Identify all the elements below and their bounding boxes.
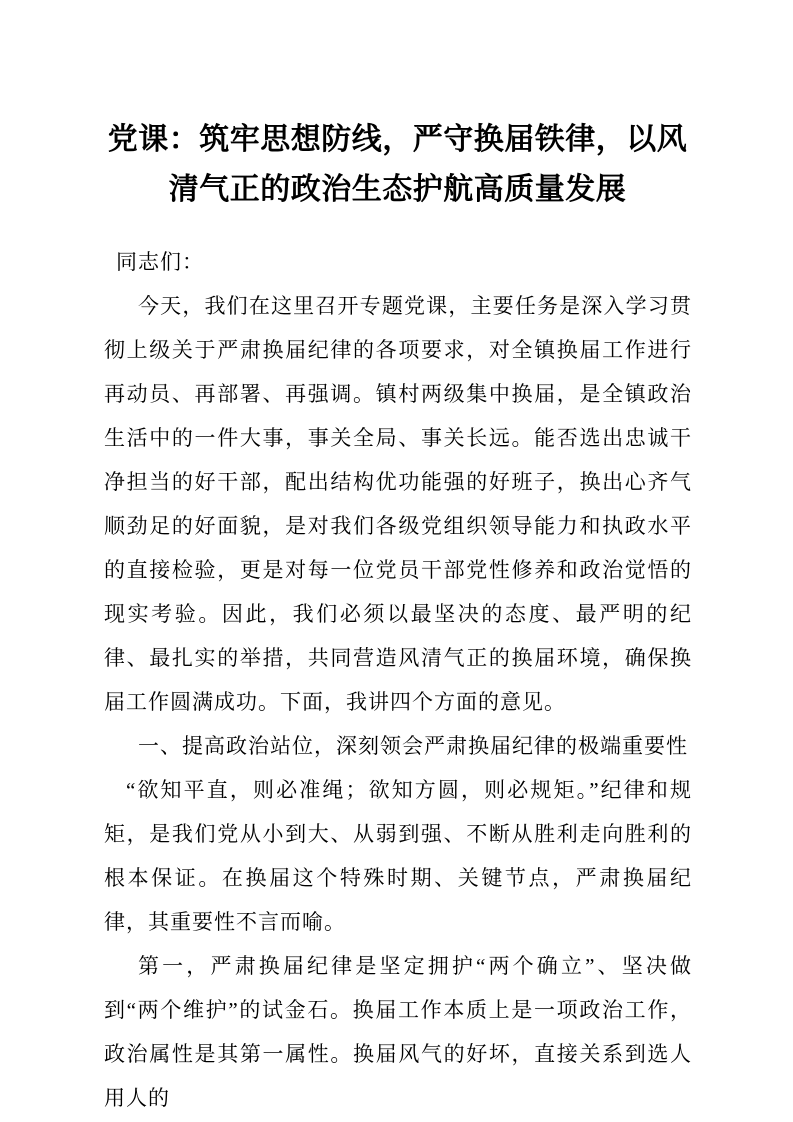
document-body	[104, 240, 692, 1120]
section-heading: 一、提高政治站位，深刻领会严肃换届纪律的极端重要性	[138, 734, 688, 758]
paragraph-list	[104, 284, 692, 1120]
paragraph: 今天，我们在这里召开专题党课，主要任务是深入学习贯彻上级关于严肃换届纪律的各项要求，对全镇换届工作进行再动员、再部署、再强调。镇村两级集中换届，是全镇政治生活中的一件大事，事关全局、事关长远。能否选出忠诚干净担当的好干部，配出结构优功能强的好班子，换出心齐气顺劲足的好面貌，是对我们各级党组织领导能力和执政水平的直接检验，更是对每一位党员干部党性修养和政治觉悟的现实考验。因此，我们必须以最坚决的态度、最严明的纪律、最扎实的举措，共同营造风清气正的换届环境，确保换届工作圆满成功。下面，我讲四个方面的意见。	[104, 294, 692, 714]
greeting-line: 同志们：	[116, 250, 204, 274]
paragraph: 第一，严肃换届纪律是坚定拥护“两个确立”、坚决做到“两个维护”的试金石。换届工作本质上是一项政治工作，政治属性是其第一属性。换届风气的好坏，直接关系到选人用人的	[104, 954, 692, 1110]
paragraph: “欲知平直，则必准绳；欲知方圆，则必规矩。”纪律和规矩，是我们党从小到大、从弱到强、不断从胜利走向胜利的根本保证。在换届这个特殊时期、关键节点，严肃换届纪律，其重要性不言而喻。	[104, 778, 692, 934]
document-title: 党课：筑牢思想防线，严守换届铁律，以风清气正的政治生态护航高质量发展	[107, 123, 688, 206]
